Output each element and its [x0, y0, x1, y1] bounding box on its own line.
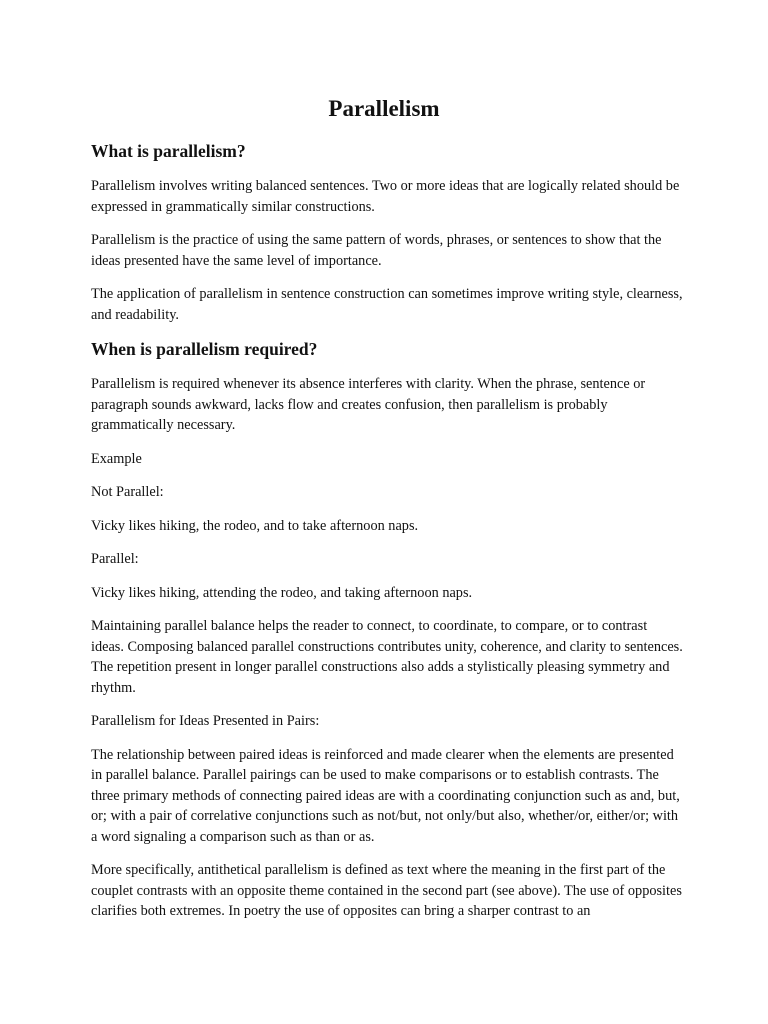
paragraph: Parallelism is the practice of using the same pattern of words, phrases, or sentences to show that the ideas presented have the same level of importance.	[91, 232, 662, 269]
paragraph: Maintaining parallel balance helps the reader to connect, to coordinate, to compare, or to contrast ideas. Composing balanced parallel constructions contributes unity, coherence, and clarity to sentences. The repetition present in longer parallel constructions also adds a stylistically pleasing symmetry and rhythm.	[91, 618, 683, 696]
paragraph: The relationship between paired ideas is reinforced and made clearer when the elements are presented in parallel balance. Parallel pairings can be used to make comparisons or to establish contrasts. The three primary methods of connecting paired ideas are with a coordinating conjunction such as and, but, or; with a pair of correlative conjunctions such as not/but, not only/but also, whether/or, either/or; with a word signaling a comparison such as than or as.	[91, 746, 680, 845]
parallel-example: Vicky likes hiking, attending the rodeo, and taking afternoon naps.	[91, 584, 473, 601]
page-title: Parallelism	[328, 96, 440, 121]
example-label: Example	[91, 450, 142, 467]
paragraph: Parallelism is required whenever its absence interferes with clarity. When the phrase, sentence or paragraph sounds awkward, lacks flow and creates confusion, then parallelism is probably grammatically necessary.	[91, 376, 646, 433]
not-parallel-label: Not Parallel:	[91, 484, 164, 500]
paragraph: Parallelism involves writing balanced sentences. Two or more ideas that are logically related should be expressed in grammatically similar constructions.	[91, 178, 680, 215]
pairs-label: Parallelism for Ideas Presented in Pairs:	[91, 713, 320, 729]
document-body	[91, 94, 683, 935]
section-heading-what-is: What is parallelism?	[91, 141, 246, 161]
paragraph: More specifically, antithetical parallelism is defined as text where the meaning in the first part of the couplet contrasts with an opposite theme contained in the second part (see above). The use of opposites clarifies both extremes. In poetry the use of opposites can bring a sharper contrast to an	[91, 862, 682, 919]
paragraph: The application of parallelism in sentence construction can sometimes improve writing style, clearness, and readability.	[91, 286, 683, 323]
not-parallel-example: Vicky likes hiking, the rodeo, and to take afternoon naps.	[91, 517, 419, 534]
section-heading-when-required: When is parallelism required?	[91, 339, 318, 359]
parallel-label: Parallel:	[91, 551, 139, 567]
